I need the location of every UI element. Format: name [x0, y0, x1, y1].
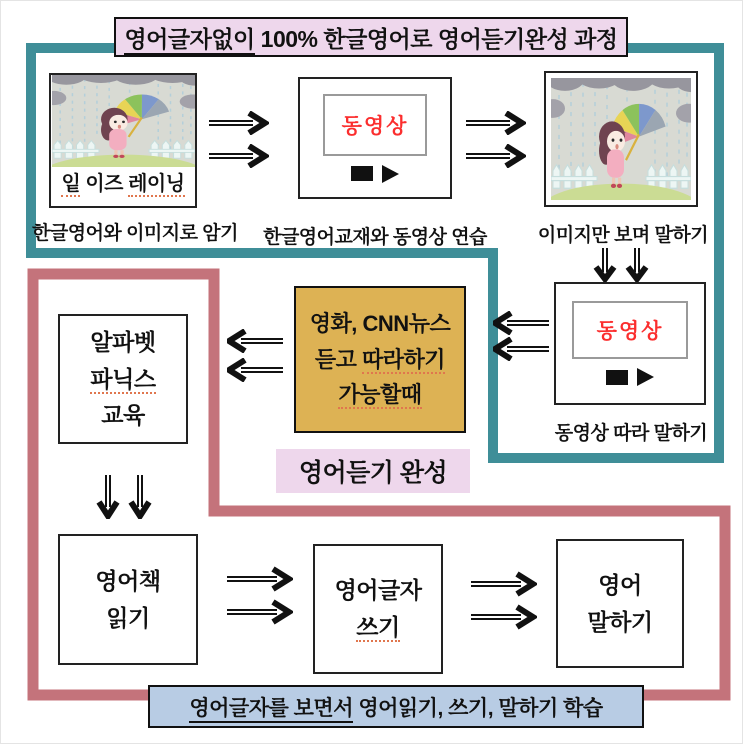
double-arrow-right-icon [464, 144, 526, 168]
writing-line2: 쓰기 [356, 614, 400, 640]
title-rest-text: 100% 한글영어로 영어듣기완성 과정 [254, 25, 618, 52]
speaking-line2: 말하기 [587, 608, 653, 635]
girl-umbrella-rain-illustration [551, 78, 691, 200]
advanced-line2: 듣고 따라하기 [314, 346, 446, 372]
video-practice-card [298, 77, 452, 199]
video-screen [572, 301, 688, 359]
double-arrow-down-icon [96, 473, 120, 519]
play-icon [382, 165, 399, 183]
double-arrow-right-icon [225, 599, 293, 625]
title-underlined-text: 영어글자없이 [124, 26, 254, 55]
double-arrow-down-icon [128, 473, 152, 519]
double-arrow-down-icon [593, 246, 617, 282]
banner-underlined-text: 영어글자를 보면서 [189, 697, 353, 723]
double-arrow-right-icon [225, 566, 293, 592]
video-practice-label: 한글영어교재와 동영상 연습 [263, 227, 487, 248]
double-arrow-right-icon [464, 111, 526, 135]
advanced-line1: 영화, CNN뉴스 [309, 311, 451, 337]
phonics-line3: 교육 [101, 402, 145, 429]
literacy-banner [148, 685, 644, 728]
stop-icon [606, 370, 628, 385]
banner-rest-text: 영어읽기, 쓰기, 말하기 학습 [352, 696, 603, 720]
page-title [114, 17, 628, 57]
double-arrow-left-icon [227, 329, 285, 353]
player-controls [351, 165, 399, 183]
image-only-label: 이미지만 보며 말하기 [537, 225, 709, 246]
speaking-box [556, 539, 684, 668]
player-controls [606, 368, 654, 386]
double-arrow-left-icon [493, 311, 551, 335]
play-icon [637, 368, 654, 386]
double-arrow-left-icon [227, 358, 285, 382]
image-only-card [544, 71, 698, 207]
reading-line1: 영어책 [95, 567, 161, 594]
video-follow-label: 동영상 따라 말하기 [554, 423, 708, 444]
double-arrow-down-icon [625, 246, 649, 282]
writing-line1: 영어글자 [334, 577, 422, 604]
video-screen-text: 동영상 [596, 320, 664, 343]
phonics-line1: 알파벳 [90, 328, 156, 355]
listening-complete-label: 영어듣기 완성 [276, 449, 470, 493]
memorize-caption: 잍 이즈 레이닝 [61, 173, 185, 195]
advanced-line3: 가능할때 [338, 382, 422, 408]
phonics-education-box [58, 314, 188, 444]
speaking-line1: 영어 [598, 571, 642, 598]
double-arrow-right-icon [207, 111, 269, 135]
advanced-listening-box [294, 286, 466, 433]
memorize-label: 한글영어와 이미지로 암기 [32, 223, 238, 244]
video-screen-text: 동영상 [341, 114, 409, 138]
double-arrow-right-icon [469, 604, 537, 630]
reading-line2: 읽기 [106, 604, 150, 631]
double-arrow-left-icon [493, 337, 551, 361]
video-screen [323, 94, 427, 156]
stop-icon [351, 166, 373, 181]
phonics-line2: 파닉스 [90, 365, 156, 392]
video-follow-card [554, 282, 706, 405]
double-arrow-right-icon [469, 571, 537, 597]
girl-umbrella-rain-illustration [52, 75, 195, 167]
reading-box [58, 534, 198, 665]
writing-box [313, 544, 443, 674]
double-arrow-right-icon [207, 144, 269, 168]
memorize-image-card [49, 73, 197, 208]
